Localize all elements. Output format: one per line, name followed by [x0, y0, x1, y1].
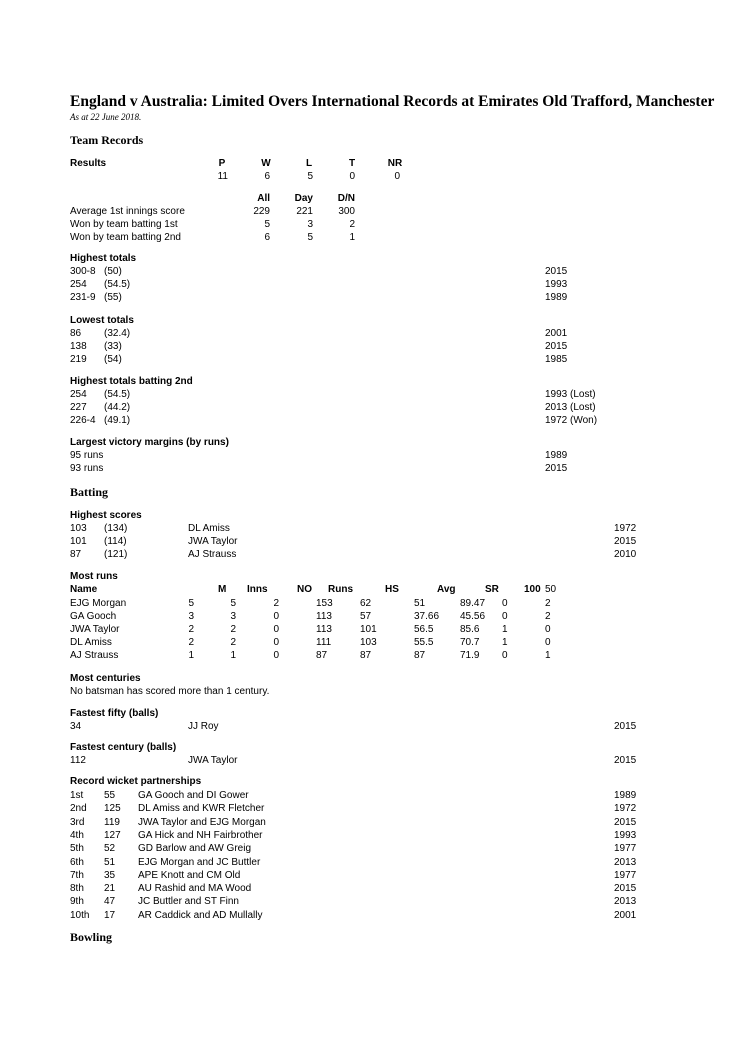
as-at-date: As at 22 June 2018.: [70, 112, 142, 122]
innings-row-dn: 300: [338, 206, 355, 217]
table-row-year: 2015: [545, 341, 568, 352]
table-cell-year: 2015: [614, 883, 637, 895]
table-cell-runs: 21: [104, 883, 116, 895]
table-cell-high-score: 101: [360, 624, 377, 635]
table-cell-average: 55.5: [414, 637, 434, 648]
table-cell-wicket: 4th: [70, 829, 84, 841]
table-cell-runs: 125: [104, 803, 121, 815]
table-cell-not-outs: 0: [273, 650, 279, 661]
table-row-score: 103: [70, 523, 87, 534]
table-cell-fifties: 2: [545, 598, 551, 609]
table-row-balls: (114): [104, 536, 127, 547]
most-runs-header-m: M: [218, 584, 227, 595]
table-cell-high-score: 103: [360, 637, 377, 648]
table-row-year: 2013 (Lost): [545, 402, 596, 413]
table-cell-batsmen: GD Barlow and AW Greig: [138, 843, 252, 855]
fastest-century-year: 2015: [614, 755, 637, 766]
most-runs-header-hs: HS: [385, 584, 399, 595]
table-row-year: 1972 (Won): [545, 415, 598, 426]
table-cell-batsmen: APE Knott and CM Old: [138, 869, 241, 881]
table-row-score: 227: [70, 402, 87, 413]
table-cell-high-score: 62: [360, 598, 372, 609]
table-cell-batsmen: EJG Morgan and JC Buttler: [138, 856, 261, 868]
section-team-records: Team Records: [70, 133, 144, 147]
table-cell-wicket: 5th: [70, 843, 84, 855]
fastest-century-heading: Fastest century (balls): [70, 742, 177, 753]
table-cell-wicket: 10th: [70, 909, 90, 921]
fastest-century-balls: 112: [70, 755, 86, 766]
table-row-year: 2001: [545, 328, 568, 339]
table-cell-matches: 2: [188, 624, 194, 635]
table-cell-average: 56.5: [414, 624, 434, 635]
table-row-year: 2015: [614, 536, 637, 547]
table-cell-average: 87: [414, 650, 426, 661]
table-cell-year: 2015: [614, 816, 637, 828]
table-cell-wicket: 1st: [70, 790, 84, 801]
table-row-year: 1993: [545, 279, 568, 290]
table-cell-runs: 119: [104, 816, 120, 828]
table-row-balls: (121): [104, 549, 128, 560]
section-batting: Batting: [70, 485, 109, 499]
table-cell-year: 1989: [614, 790, 637, 801]
table-cell-wicket: 8th: [70, 883, 84, 895]
table-row-overs: (33): [104, 341, 122, 352]
most-runs-header-avg: Avg: [437, 584, 456, 595]
table-cell-player-name: JWA Taylor: [70, 624, 120, 635]
most-runs-header-100: 100: [524, 584, 541, 595]
table-cell-year: 2013: [614, 896, 637, 908]
table-cell-strike-rate: 89.47: [460, 598, 486, 609]
highest-totals-2nd-heading: Highest totals batting 2nd: [70, 376, 193, 387]
table-cell-fifties: 0: [545, 637, 551, 648]
table-row-score: 231-9: [70, 292, 96, 303]
table-cell-runs: 51: [104, 856, 116, 868]
table-cell-matches: 5: [188, 598, 194, 609]
table-row-score: 226-4: [70, 415, 96, 426]
table-row-name: JWA Taylor: [188, 536, 238, 547]
fastest-fifty-name: JJ Roy: [188, 721, 219, 732]
table-cell-year: 1977: [614, 869, 637, 881]
table-cell-year: 1977: [614, 843, 637, 855]
table-cell-hundreds: 1: [502, 637, 508, 648]
table-cell-hundreds: 0: [502, 611, 508, 622]
innings-row-all: 229: [253, 206, 270, 217]
table-row-overs: (54.5): [104, 279, 131, 290]
table-cell-runs: 55: [104, 790, 116, 801]
table-cell-matches: 3: [188, 611, 194, 622]
table-row-year: 2015: [545, 463, 568, 474]
table-row-score: 87: [70, 549, 82, 560]
table-row-overs: (54.5): [104, 389, 131, 400]
table-cell-high-score: 57: [360, 611, 372, 622]
table-cell-strike-rate: 70.7: [460, 637, 480, 648]
table-row-overs: (44.2): [104, 402, 131, 413]
innings-row-label: Won by team batting 1st: [70, 219, 178, 230]
highest-scores-heading: Highest scores: [70, 510, 142, 521]
results-value-l: 5: [307, 171, 313, 182]
results-header-nr: NR: [387, 158, 403, 169]
results-value-w: 6: [264, 171, 270, 182]
most-runs-heading: Most runs: [70, 571, 118, 582]
table-row-name: DL Amiss: [188, 523, 230, 534]
table-cell-hundreds: 0: [502, 650, 508, 661]
page-title: England v Australia: Limited Overs International Records at Emirates Old Trafford, Manchester: [70, 93, 715, 110]
table-cell-innings: 5: [230, 598, 236, 609]
table-cell-fifties: 2: [545, 611, 551, 622]
table-cell-runs: 113: [316, 624, 332, 635]
table-cell-average: 51: [414, 598, 426, 609]
most-runs-header-inns: Inns: [247, 584, 268, 595]
table-cell-wicket: 7th: [70, 869, 84, 881]
table-cell-year: 1972: [614, 803, 637, 815]
innings-row-day: 5: [307, 232, 313, 243]
fastest-fifty-balls: 34: [70, 721, 82, 732]
lowest-totals-heading: Lowest totals: [70, 315, 134, 326]
table-row-overs: (55): [104, 292, 122, 303]
table-cell-hundreds: 1: [502, 624, 508, 635]
table-cell-batsmen: JWA Taylor and EJG Morgan: [138, 816, 266, 828]
fastest-century-name: JWA Taylor: [188, 755, 238, 766]
table-cell-player-name: DL Amiss: [70, 637, 112, 648]
most-centuries-text: No batsman has scored more than 1 century.: [70, 686, 270, 697]
most-runs-header-runs: Runs: [328, 584, 353, 595]
table-row-overs: (50): [104, 266, 122, 277]
results-value-p: 11: [217, 171, 228, 182]
largest-victory-heading: Largest victory margins (by runs): [70, 437, 229, 448]
table-cell-wicket: 9th: [70, 896, 84, 908]
fastest-fifty-year: 2015: [614, 721, 637, 732]
table-row-score: 254: [70, 389, 87, 400]
table-row-year: 1972: [614, 523, 637, 534]
table-cell-batsmen: DL Amiss and KWR Fletcher: [138, 803, 265, 815]
partnerships-heading: Record wicket partnerships: [70, 776, 202, 787]
table-row-year: 2015: [545, 266, 568, 277]
table-cell-batsmen: GA Hick and NH Fairbrother: [138, 829, 263, 841]
table-cell-innings: 3: [230, 611, 236, 622]
table-row-margin: 93 runs: [70, 463, 104, 474]
table-cell-innings: 2: [230, 637, 236, 648]
table-cell-year: 1993: [614, 829, 637, 841]
table-cell-not-outs: 0: [273, 624, 279, 635]
table-cell-average: 37.66: [414, 611, 440, 622]
table-cell-runs: 111: [316, 637, 332, 648]
table-cell-batsmen: JC Buttler and ST Finn: [138, 896, 239, 908]
table-cell-runs: 47: [104, 896, 116, 908]
table-cell-year: 2001: [614, 909, 637, 921]
innings-row-all: 6: [264, 232, 270, 243]
table-cell-wicket: 3rd: [70, 816, 85, 828]
table-cell-runs: 17: [104, 909, 116, 921]
innings-header-all: All: [257, 193, 270, 204]
table-cell-matches: 1: [188, 650, 194, 661]
table-cell-batsmen: GA Gooch and DI Gower: [138, 790, 249, 801]
table-cell-fifties: 1: [545, 650, 551, 661]
results-label: Results: [70, 158, 107, 169]
table-row-year: 2010: [614, 549, 637, 560]
results-header-l: L: [305, 158, 313, 169]
table-cell-player-name: GA Gooch: [70, 611, 117, 622]
table-cell-year: 2013: [614, 856, 637, 868]
table-row-score: 138: [70, 341, 87, 352]
most-centuries-heading: Most centuries: [70, 673, 141, 684]
table-cell-hundreds: 0: [502, 598, 508, 609]
innings-row-all: 5: [264, 219, 270, 230]
section-bowling: Bowling: [70, 930, 113, 944]
table-cell-innings: 2: [230, 624, 236, 635]
table-row-score: 101: [70, 536, 87, 547]
table-cell-batsmen: AR Caddick and AD Mullally: [138, 909, 263, 921]
table-row-name: AJ Strauss: [188, 549, 237, 560]
table-row-score: 254: [70, 279, 87, 290]
table-cell-high-score: 87: [360, 650, 372, 661]
table-cell-runs: 113: [316, 611, 332, 622]
table-cell-not-outs: 2: [273, 598, 279, 609]
results-value-t: 0: [349, 171, 355, 182]
table-row-score: 219: [70, 354, 87, 365]
innings-row-day: 3: [307, 219, 313, 230]
fastest-fifty-heading: Fastest fifty (balls): [70, 708, 159, 719]
table-cell-innings: 1: [230, 650, 236, 661]
table-cell-strike-rate: 85.6: [460, 624, 480, 635]
table-cell-wicket: 2nd: [70, 803, 87, 815]
table-row-overs: (49.1): [104, 415, 131, 426]
table-row-score: 300-8: [70, 266, 96, 277]
table-cell-batsmen: AU Rashid and MA Wood: [138, 883, 252, 895]
results-header-w: W: [261, 158, 271, 169]
table-cell-not-outs: 0: [273, 611, 279, 622]
table-cell-strike-rate: 71.9: [460, 650, 480, 661]
table-cell-runs: 35: [104, 869, 116, 881]
table-row-year: 1993 (Lost): [545, 389, 596, 400]
table-row-year: 1985: [545, 354, 568, 365]
most-runs-header-50: 50: [545, 584, 557, 595]
most-runs-header-sr: SR: [485, 584, 499, 595]
table-row-score: 86: [70, 328, 82, 339]
table-cell-runs: 87: [316, 650, 328, 661]
innings-row-dn: 2: [349, 219, 355, 230]
results-value-nr: 0: [394, 171, 400, 182]
innings-header-day: Day: [294, 193, 313, 204]
table-row-margin: 95 runs: [70, 450, 104, 461]
table-row-year: 1989: [545, 450, 568, 461]
table-cell-fifties: 0: [545, 624, 551, 635]
innings-row-day: 221: [296, 206, 313, 217]
results-header-p: P: [218, 158, 226, 169]
table-cell-matches: 2: [188, 637, 194, 648]
table-row-year: 1989: [545, 292, 568, 303]
results-header-t: T: [348, 158, 356, 169]
most-runs-header-name: Name: [70, 584, 98, 595]
table-cell-not-outs: 0: [273, 637, 279, 648]
table-cell-strike-rate: 45.56: [460, 611, 486, 622]
table-row-overs: (32.4): [104, 328, 131, 339]
innings-row-dn: 1: [349, 232, 355, 243]
table-cell-player-name: AJ Strauss: [70, 650, 119, 661]
table-cell-player-name: EJG Morgan: [70, 598, 127, 609]
table-cell-runs: 153: [316, 598, 333, 609]
most-runs-header-no: NO: [297, 584, 312, 595]
innings-row-label: Average 1st innings score: [70, 206, 185, 217]
table-cell-runs: 52: [104, 843, 116, 855]
table-cell-wicket: 6th: [70, 856, 84, 868]
table-row-balls: (134): [104, 523, 128, 534]
highest-totals-heading: Highest totals: [70, 253, 137, 264]
table-row-overs: (54): [104, 354, 122, 365]
table-cell-runs: 127: [104, 829, 121, 841]
innings-row-label: Won by team batting 2nd: [70, 232, 181, 243]
innings-header-dn: D/N: [337, 193, 355, 204]
